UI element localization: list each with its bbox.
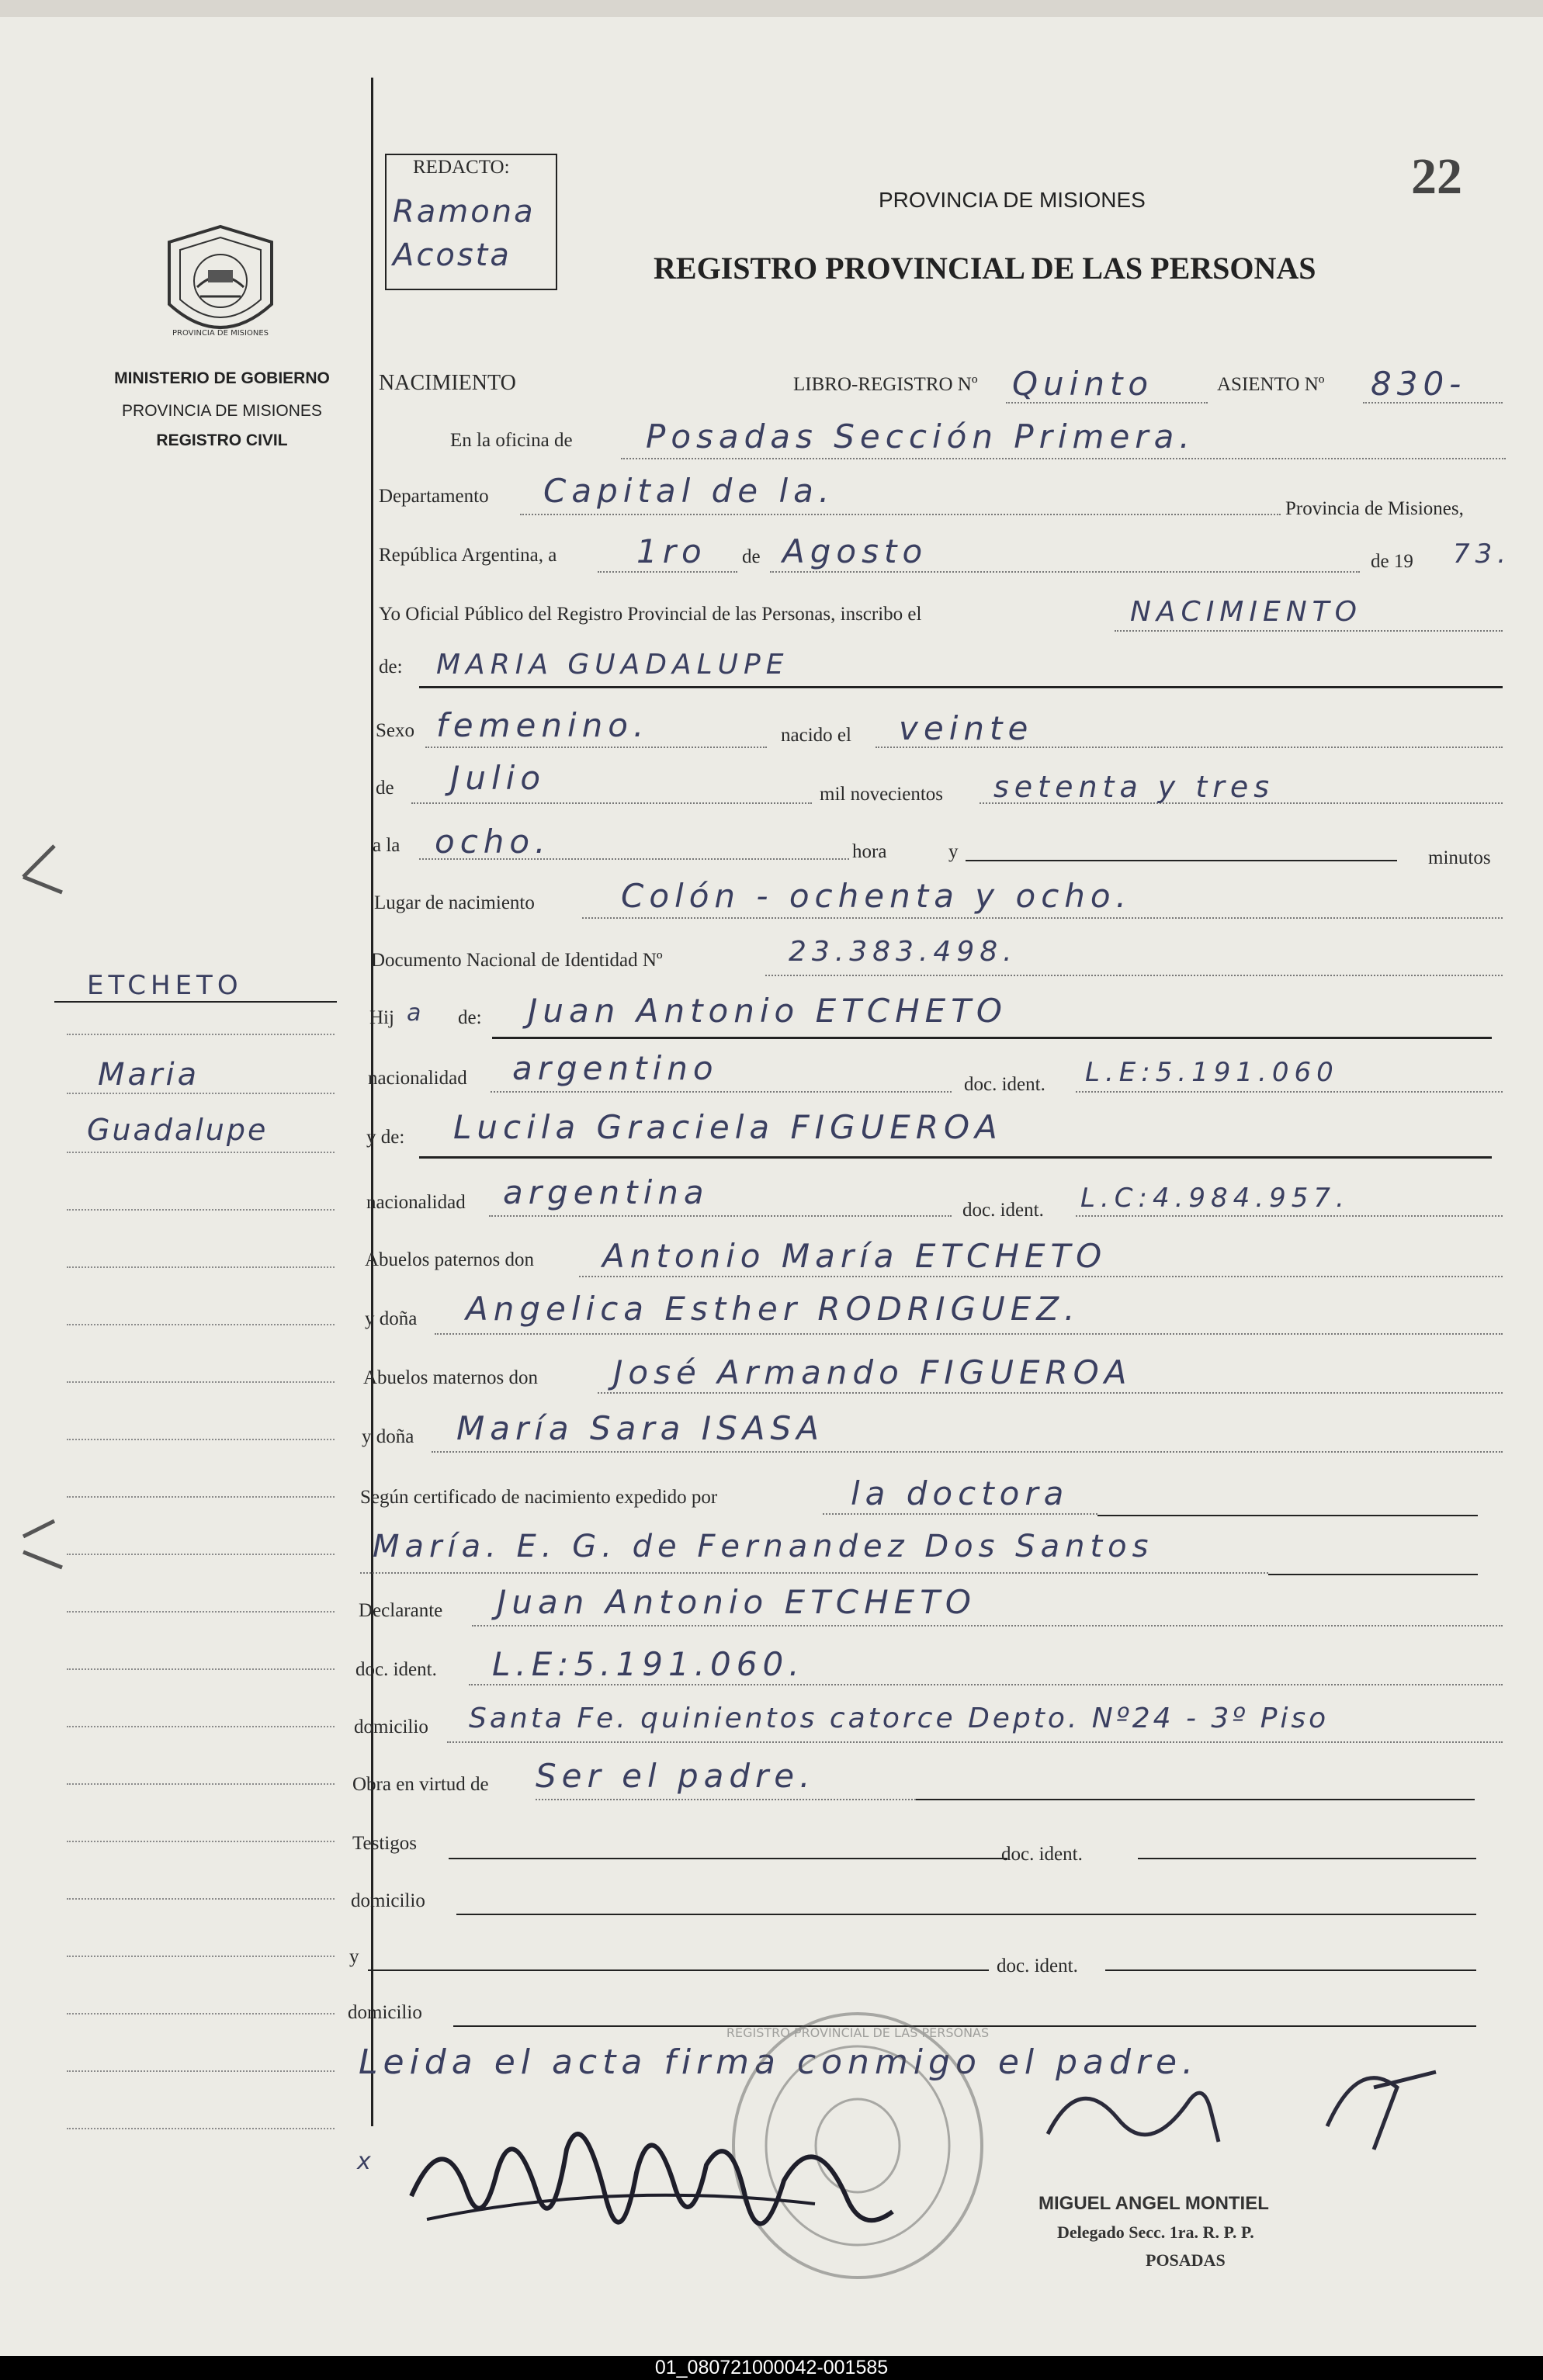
docident-padre-label: doc. ident.	[964, 1074, 1045, 1095]
mes-nac-value: Julio	[450, 759, 546, 797]
ydona-mat-label: y doña	[362, 1426, 414, 1447]
official-title: Delegado Secc. 1ra. R. P. P.	[1057, 2222, 1254, 2242]
margin-given-1: Maria	[98, 1057, 200, 1093]
domicilio2-label: domicilio	[351, 1890, 425, 1911]
redacto-label: REDACTO:	[413, 157, 510, 178]
official-city: POSADAS	[1146, 2250, 1226, 2270]
libro-value: Quinto	[1012, 365, 1154, 403]
margin-surname: ETCHETO	[87, 970, 243, 1001]
declarante-label: Declarante	[359, 1600, 443, 1621]
asiento-value: 830-	[1371, 365, 1467, 403]
hija-label: Hij	[369, 1007, 394, 1028]
obra-label: Obra en virtud de	[352, 1774, 489, 1795]
doc-decl-label: doc. ident.	[355, 1659, 437, 1680]
ministry-line-3: REGISTRO CIVIL	[156, 431, 288, 449]
province-header: PROVINCIA DE MISIONES	[879, 188, 1146, 212]
nacionalidad-padre-label: nacionalidad	[368, 1068, 467, 1089]
de-label: de	[742, 546, 761, 567]
ala-label: a la	[373, 835, 400, 856]
mil-label: mil novecientos	[820, 784, 943, 805]
provincia-suffix: Provincia de Misiones,	[1285, 498, 1464, 519]
binding-tear-icon	[8, 830, 78, 900]
dia-value: 1ro	[636, 532, 707, 570]
cierre-value: Leida el acta firma conmigo el padre.	[359, 2042, 1199, 2082]
nombre-value: MARIA GUADALUPE	[436, 649, 789, 681]
testigos-label: Testigos	[352, 1833, 417, 1854]
segun-value-1: la doctora	[851, 1474, 1070, 1512]
yde-label: y de:	[366, 1127, 405, 1148]
padre-value: Juan Antonio ETCHETO	[528, 992, 1007, 1030]
oficina-label: En la oficina de	[450, 430, 573, 451]
record-type: NACIMIENTO	[379, 371, 516, 395]
margin-rule	[371, 78, 373, 2126]
sexo-label: Sexo	[376, 720, 414, 741]
abuelo-pat-value: Antonio María ETCHETO	[602, 1237, 1108, 1275]
seal-text: PROVINCIA DE MISIONES	[172, 329, 269, 338]
registry-header: REGISTRO PROVINCIAL DE LAS PERSONAS	[654, 251, 1316, 286]
sexo-value: femenino.	[436, 706, 650, 744]
binding-tear-icon-2	[8, 1513, 78, 1583]
abuela-pat-value: Angelica Esther RODRIGUEZ.	[466, 1290, 1080, 1328]
doc-decl-value: L.E:5.191.060.	[492, 1645, 805, 1683]
mes-value: Agosto	[782, 532, 928, 570]
doc-madre-value: L.C:4.984.957.	[1080, 1183, 1350, 1214]
hija-suffix: de:	[458, 1007, 482, 1028]
minutos-label: minutos	[1428, 847, 1491, 868]
dni-label: Documento Nacional de Identidad Nº	[371, 950, 663, 971]
declarante-value: Juan Antonio ETCHETO	[497, 1583, 976, 1621]
segun-label: Según certificado de nacimiento expedido por	[360, 1487, 718, 1508]
docident-madre-label: doc. ident.	[962, 1200, 1044, 1221]
ministry-line-1: MINISTERIO DE GOBIERNO	[114, 369, 330, 387]
official-signature	[1032, 2041, 1467, 2165]
nac-madre-value: argentina	[503, 1173, 709, 1211]
y2-label: y	[349, 1946, 359, 1967]
abuelos-pat-label: Abuelos paternos don	[365, 1249, 535, 1270]
dni-value: 23.383.498.	[789, 936, 1018, 968]
abuela-mat-value: María Sara ISASA	[456, 1409, 824, 1447]
domicilio3-label: domicilio	[348, 2002, 422, 2023]
ministry-line-2: PROVINCIA DE MISIONES	[122, 402, 322, 420]
stamp-text: REGISTRO PROVINCIAL DE LAS PERSONAS	[726, 2025, 990, 2040]
segun-value-2: María. E. G. de Fernandez Dos Santos	[373, 1529, 1154, 1564]
lugar-label: Lugar de nacimiento	[374, 892, 535, 913]
testigos-doc-label: doc. ident.	[1001, 1844, 1083, 1865]
hora-label: hora	[852, 841, 887, 862]
domicilio-label: domicilio	[354, 1717, 428, 1737]
redacto-name-1: Ramona	[393, 194, 536, 230]
doc-padre-value: L.E:5.191.060	[1085, 1057, 1339, 1088]
de-colon: de:	[379, 656, 403, 677]
hija-letter: a	[407, 999, 427, 1027]
departamento-label: Departamento	[379, 486, 489, 507]
oficina-value: Posadas Sección Primera.	[646, 417, 1195, 456]
departamento-value: Capital de la.	[543, 472, 835, 510]
x-mark: x	[357, 2148, 376, 2175]
doc2-label: doc. ident.	[997, 1956, 1078, 1976]
de2-label: de	[376, 778, 394, 799]
inscribo-text: Yo Oficial Público del Registro Provincial de las Personas, inscribo el	[379, 604, 922, 625]
republica-label: República Argentina, a	[379, 545, 557, 566]
abuelos-mat-label: Abuelos maternos don	[363, 1367, 538, 1388]
abuelo-mat-value: José Armando FIGUEROA	[613, 1353, 1132, 1391]
madre-value: Lucila Graciela FIGUEROA	[453, 1108, 1003, 1146]
de-anio-label: de 19	[1371, 551, 1413, 572]
anio-value: 73.	[1453, 539, 1512, 570]
obra-value: Ser el padre.	[536, 1757, 816, 1795]
asiento-label: ASIENTO Nº	[1217, 374, 1325, 395]
nacionalidad-madre-label: nacionalidad	[366, 1192, 466, 1213]
provincial-seal-icon	[154, 219, 287, 352]
anio-nac-value: setenta y tres	[993, 770, 1275, 804]
margin-given-2: Guadalupe	[87, 1113, 269, 1147]
redacto-name-2: Acosta	[393, 237, 511, 273]
image-caption: 01_080721000042-001585	[0, 2356, 1543, 2380]
page-number: 22	[1411, 148, 1462, 205]
official-name: MIGUEL ANGEL MONTIEL	[1038, 2193, 1269, 2214]
domicilio-value: Santa Fe. quinientos catorce Depto. Nº24 - 3º Piso	[469, 1703, 1330, 1734]
declarant-signature	[380, 2080, 924, 2281]
ydona-pat-label: y doña	[365, 1308, 418, 1329]
hora-value: ocho.	[435, 823, 551, 861]
inscribo-value: NACIMIENTO	[1130, 596, 1362, 628]
nac-padre-value: argentino	[512, 1049, 719, 1087]
libro-label: LIBRO-REGISTRO Nº	[793, 374, 978, 395]
page-edge	[0, 0, 1543, 17]
nacido-label: nacido el	[781, 725, 851, 746]
lugar-value: Colón - ochenta y ocho.	[621, 877, 1132, 915]
y-label: y	[948, 841, 959, 862]
nacido-value: veinte	[899, 709, 1034, 747]
